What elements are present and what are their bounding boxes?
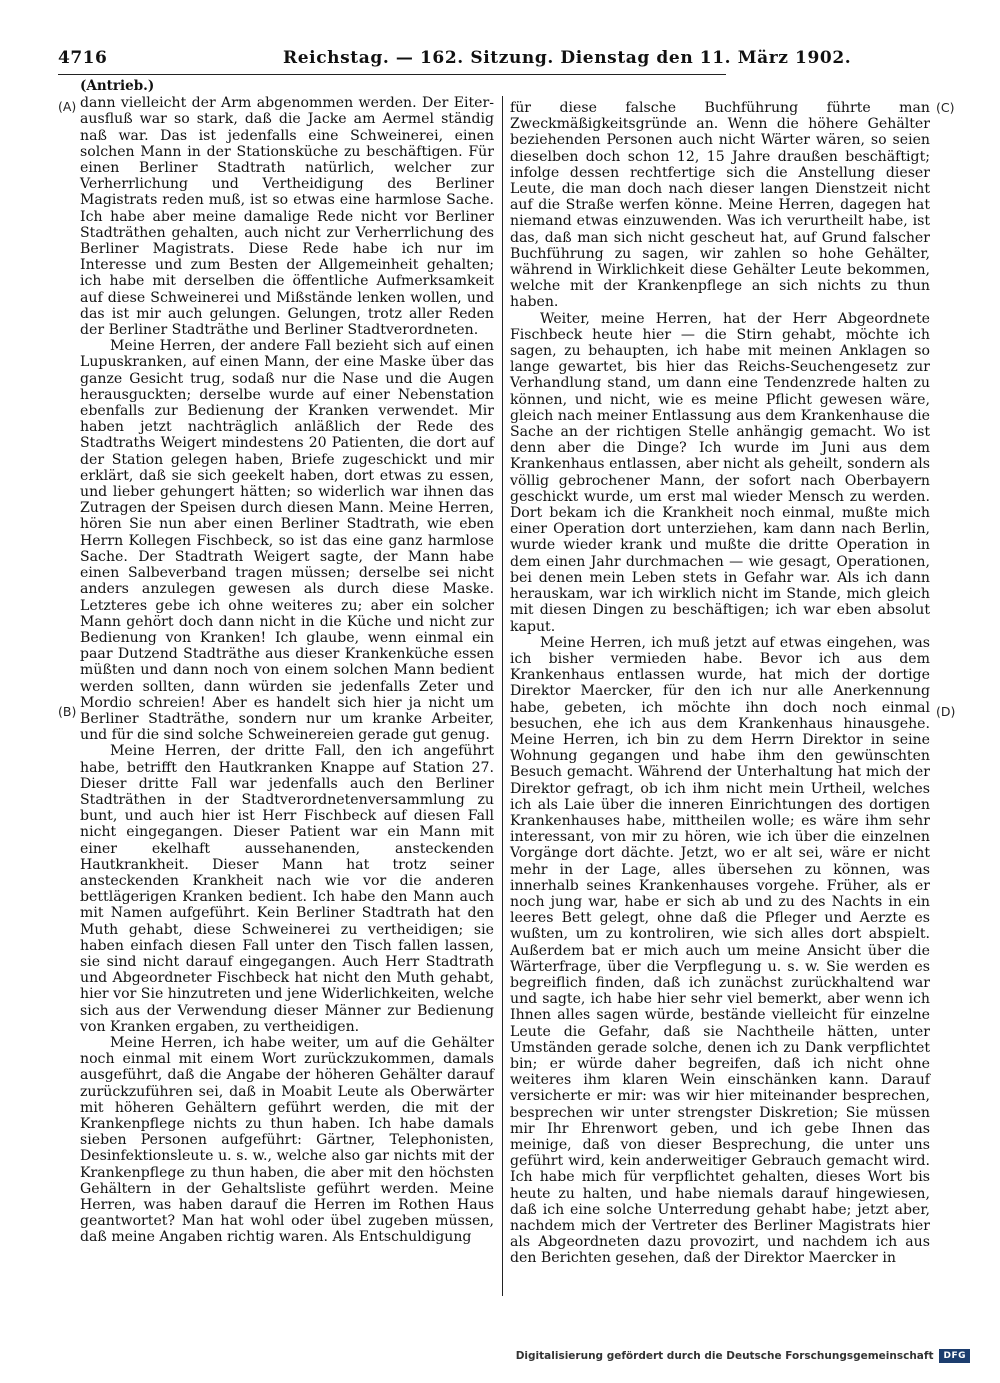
paragraph: Meine Herren, ich habe weiter, um auf die Gehälter noch einmal mit einem Wort zurückzukommen, damals ausgeführt, daß die Angabe der höheren Gehälter darauf zurückzuführen sei, daß in Moabit Leute als Oberwärter mit höheren Gehältern geführt werden, die mit der Krankenpflege nichts zu thun haben. Ich habe damals sieben Personen aufgeführt: Gärtner, Telephonisten, Desinfektionsleute u. s. w., welche also gar nichts mit der Krankenpflege zu thun haben, die aber mit den höchsten Gehältern in der Gehaltsliste geführt werden. Meine Herren, was haben darauf die Herren im Rothen Haus geantwortet? Man hat wohl oder übel zugeben müssen, daß meine Angaben richtig waren. Als Entschuldigung — [80, 1034, 494, 1246]
paragraph: Meine Herren, der andere Fall bezieht sich auf einen Lupuskranken, auf einen Mann, der eine Maske über das ganze Gesicht trug, sodaß nur die Nase und die Augen herausguckten; derselbe wurde auf einer Nebenstation ebenfalls zur Bedienung der Kranken verwendet. Mir haben jetzt nachträglich anläßlich der Rede des Stadtraths Weigert mindestens 20 Patienten, die dort auf der Station gelegen haben, Briefe zugeschickt und mir erklärt, daß sie sich geekelt haben, dort etwas zu essen, und lieber gehungert hätten; so widerlich war ihnen das Zutragen der Speisen durch diesen Mann. Meine Herren, hören Sie nun aber einen Berliner Stadtrath, wie eben Herrn Kollegen Fischbeck, so ist das eine ganz harmlose Sache. Der Stadtrath Weigert sagte, der Mann habe einen Salbeverband tragen müssen; derselbe sei nicht anders anzulegen gewesen als durch diese Maske. Letzteres gebe ich ohne weiteres zu; aber ein solcher Mann gehört doch dann nicht in die Küche und nicht zur Bedienung von Kranken! Ich glaube, wenn einmal ein paar Dutzend Stadträthe aus dieser Krankenküche essen müßten und dann noch von einem solchen Mann bedient werden sollten, dann würden sie jedenfalls Zeter und Mordio schreien! Aber es handelt sich hier ja nicht um Berliner Stadträthe, sondern nur um kranke Arbeiter, und für die sind solche Schweinereien gerade gut genug. — [80, 338, 494, 744]
paragraph: Weiter, meine Herren, hat der Herr Abgeordnete Fischbeck heute hier — die Stirn gehabt, möchte ich sagen, zu behaupten, ich habe mit meinen Anklagen so lange gewartet, bis hier das Reichs-Seuchengesetz zur Verhandlung stand, um dann eine Tendenzrede halten zu können, und nicht, wie es meine Pflicht gewesen wäre, gleich nach meiner Entlassung aus dem Krankenhause die Sache an der richtigen Stelle anhängig gemacht. Wo ist denn aber die Dinge? Ich wurde im Juni aus dem Krankenhaus entlassen, aber nicht als geheilt, sondern als völlig gebrochener Mann, der sofort nach Oberbayern geschickt wurde, um erst mal wieder Mensch zu werden. Dort bekam ich die Krankheit noch einmal, mußte mich einer Operation dort unterziehen, kam dann nach Berlin, wurde wieder krank und mußte die dritte Operation in dem einen Jahr durchmachen — wie gesagt, Operationen, bei denen mein Leben stets in Gefahr war. Als ich dann herauskam, war ich wirklich nicht im Stande, mich gleich mit diesen Dingen zu beschäftigen; ich war eben absolut kaput. — [510, 310, 930, 635]
page-number: 4716 — [58, 48, 108, 68]
page-header — [58, 44, 852, 75]
section-label: (Antrieb.) — [80, 78, 155, 94]
right-column — [510, 100, 930, 1267]
footer-text: Digitalisierung gefördert durch die Deutsche Forschungsgemeinschaft — [515, 1350, 934, 1362]
margin-marker-c: (C) — [936, 100, 955, 115]
margin-marker-d: (D) — [936, 704, 956, 719]
paragraph: dann vielleicht der Arm abgenommen werden. Der Eiter-ausfluß war so stark, daß die Jacke am Aermel ständig naß war. Das ist jedenfalls eine Schweinerei, einen solchen Mann in der Stationsküche zu beschäftigen. Für einen Berliner Stadtrath natürlich, welcher zur Verherrlichung und Vertheidigung des Berliner Magistrats reden muß, ist so etwas eine harmlose Sache. Ich habe aber meine damalige Rede nicht vor Berliner Stadträthen gehalten, auch nicht zur Verherrlichung des Berliner Magistrats. Diese Rede habe ich nur im Interesse und zum Besten der Allgemeinheit gehalten; ich habe mit derselben die öffentliche Aufmerksamkeit auf diese Schweinerei und Mißstände lenken wollen, und das ist mir auch gelungen. Gelungen, trotz aller Reden der Berliner Stadträthe und Berliner Stadtverordneten. — [80, 95, 494, 339]
left-column — [80, 78, 494, 1246]
margin-marker-b: (B) — [58, 704, 77, 719]
paragraph: Meine Herren, ich muß jetzt auf etwas eingehen, was ich bisher vermieden habe. Bevor ich aus dem Krankenhaus entlassen wurde, hat mich der dortige Direktor Maercker, für den ich nur alle Anerkennung habe, gebeten, ich möchte ihn doch noch einmal besuchen, ehe ich aus dem Krankenhaus hinausgehe. Meine Herren, ich bin zu dem Herrn Direktor in seine Wohnung gegangen und habe ihm den gewünschten Besuch gemacht. Während der Unterhaltung hat mich der Direktor gefragt, ob ich ihm nicht mein Urtheil, welches ich als Laie über die inneren Einrichtungen des dortigen Krankenhauses habe, mittheilen wolle; es wäre ihm sehr interessant, von mir zu hören, wie ich über die einzelnen Vorgänge dort dächte. Jetzt, wo er alt sei, wäre er nicht mehr in der Lage, alles übersehen zu können, was innerhalb seines Krankenhauses vorgehe. Früher, als er noch jung war, habe er sich ab und zu des Nachts in ein leeres Bett gelegt, ohne daß die Pfleger und Aerzte es wußten, um zu kontroliren, wie sich alles dort abspielt. Außerdem bat er mich auch um meine Ansicht über die Wärterfrage, über die Verpflegung u. s. w. Sie werden es begreiflich finden, daß ich zunächst zurückhaltend war und sagte, ich habe hier sehr viel bemerkt, aber wenn ich Ihnen alles sagen würde, bestände vielleicht für einzelne Leute die Gefahr, daß sie Nachtheile hätten, unter Umständen gerade solche, denen ich zu Dank verpflichtet bin; er würde daher begreifen, daß ich nicht ohne weiteres ihm klaren Wein einschänken kann. Darauf versicherte er mir: was wir hier miteinander besprechen, besprechen wir unter strengster Diskretion; Sie müssen mir Ihr Ehrenwort geben, und ich gebe Ihnen das meinige, daß von dieser Besprechung, die unter uns geführt wird, kein anderweitiger Gebrauch gemacht wird. Ich habe mich für verpflichtet gehalten, dieses Wort bis heute zu halten, und habe niemals darauf hingewiesen, daß ich eine solche Unterredung gehabt habe; jetzt aber, nachdem mich der Vertreter des Berliner Magistrats hier als Abgeordneten dazu provozirt, und nachdem ich aus den Berichten gesehen, daß der Direktor Maercker in — [510, 634, 930, 1267]
running-title: Reichstag. — 162. Sitzung. Dienstag den 11. März 1902. — [283, 48, 852, 68]
paragraph: für diese falsche Buchführung führte man Zweckmäßigkeitsgründe an. Wenn die höhere Gehälter beziehenden Personen auch nicht Wärter wären, so seien dieselben doch schon 12, 15 Jahre draußen beschäftigt; infolge dessen rechtfertige sich die Anstellung dieser Leute, die man doch nach dieser langen Dienstzeit nicht auf die Straße werfen könne. Meine Herren, dagegen hat niemand etwas einzuwenden. Was ich verurtheilt habe, ist das, daß man sich nicht gescheut hat, auf Grund falscher Buchführung zu sagen, wir zahlen so hohe Gehälter, während in Wirklichkeit diese Gehälter Leute bekommen, welche mit der Krankenpflege an sich nichts zu thun haben. — [510, 100, 930, 311]
margin-marker-a: (A) — [58, 99, 77, 114]
digitization-footer — [516, 1349, 970, 1363]
column-divider — [502, 96, 503, 1296]
paragraph: Meine Herren, der dritte Fall, den ich angeführt habe, betrifft den Hautkranken Knappe auf Station 27. Dieser dritte Fall war jedenfalls auch den Berliner Stadträthen in der Stadtverordnetenversammlung zu bunt, und auch hier ist Herr Fischbeck auf diesen Fall nicht eingegangen. Dieser Patient war ein Mann mit einer ekelhaft aussehanenden, ansteckenden Hautkrankheit. Dieser Mann hat trotz seiner ansteckenden Krankheit nach wie vor die anderen bettlägerigen Kranken bedient. Ich habe den Mann auch mit Namen aufgeführt. Kein Berliner Stadtrath hat den Muth gehabt, diese Schweinerei zu vertheidigen; sie haben einfach diesen Fall unter den Tisch fallen lassen, sie sind nicht darauf eingegangen. Auch Herr Stadtrath und Abgeordneter Fischbeck hat nicht den Muth gehabt, hier vor Sie hinzutreten und jene Widerlichkeiten, welche sich aus der Verwendung dieser Männer zur Bedienung von Kranken ergaben, zu vertheidigen. — [80, 743, 495, 1035]
dfg-logo-icon: DFG — [939, 1349, 970, 1363]
